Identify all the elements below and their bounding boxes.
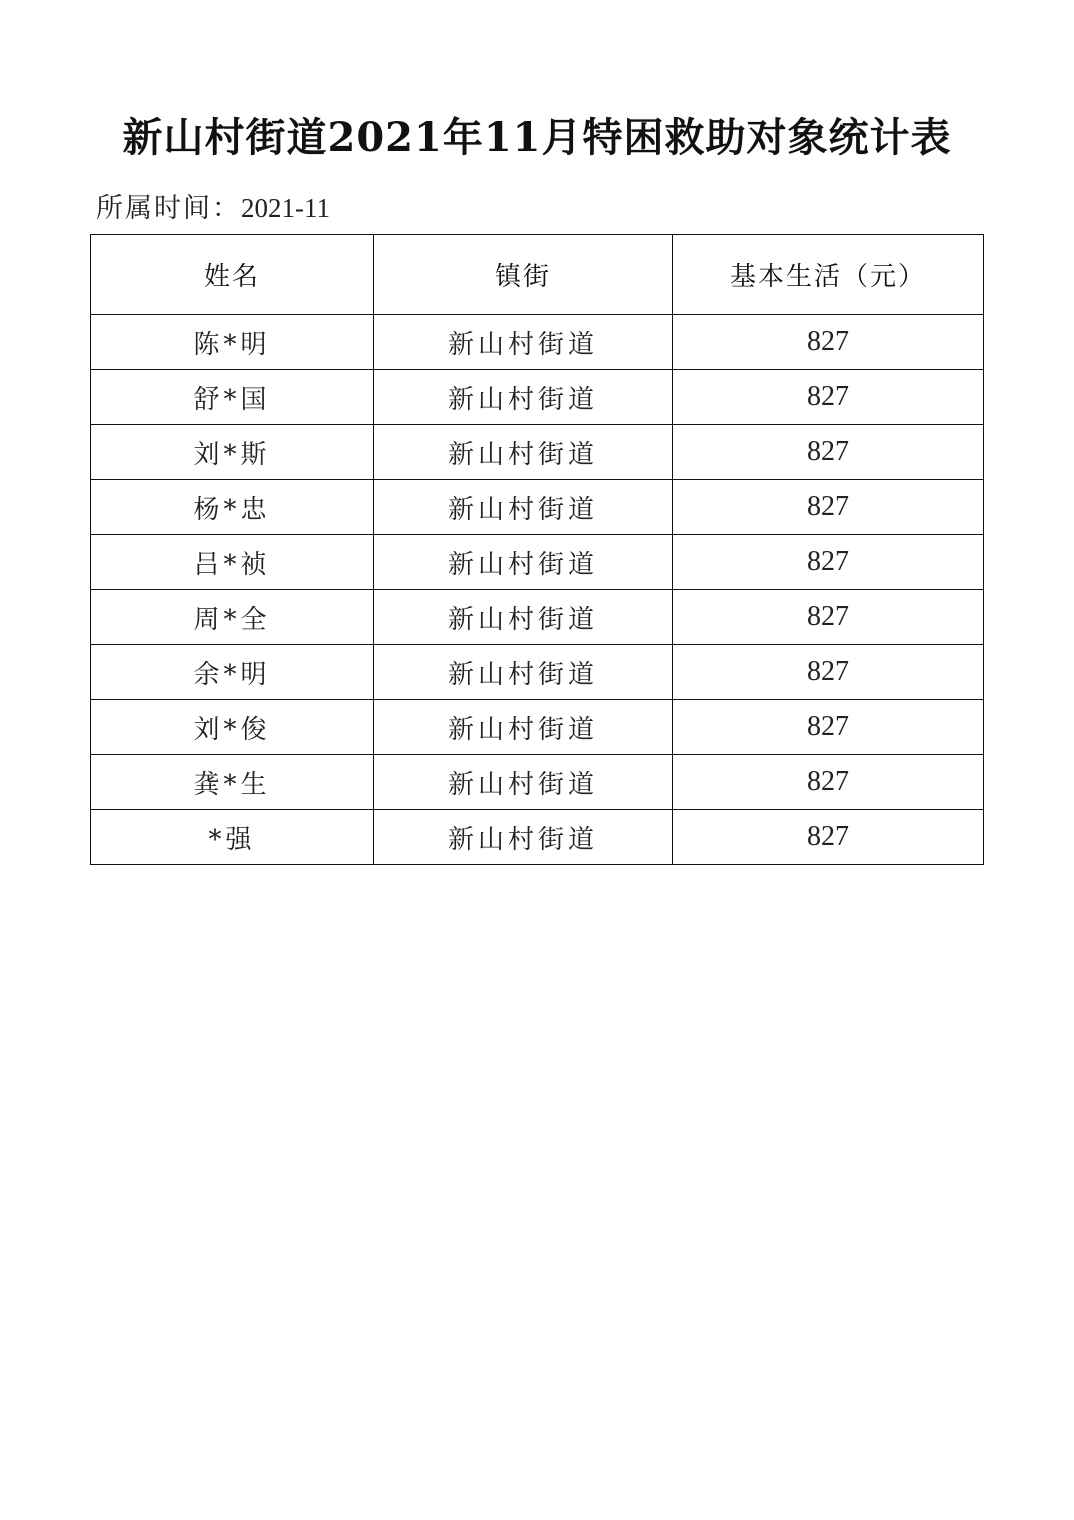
table-row <box>91 645 984 700</box>
cell-street: 新山村街道 <box>374 810 673 865</box>
cell-street: 新山村街道 <box>374 480 673 535</box>
table-row <box>91 535 984 590</box>
table-row <box>91 590 984 645</box>
cell-street: 新山村街道 <box>374 645 673 700</box>
reporting-period <box>96 188 330 229</box>
cell-street: 新山村街道 <box>374 370 673 425</box>
cell-name: 龚*生 <box>91 755 374 810</box>
cell-name: *强 <box>91 810 374 865</box>
table-row <box>91 370 984 425</box>
table-header-row <box>91 235 984 315</box>
cell-amount: 827 <box>673 755 984 810</box>
relief-recipients-table <box>90 234 984 865</box>
cell-amount: 827 <box>673 535 984 590</box>
column-header-street: 镇街 <box>374 235 673 315</box>
cell-amount: 827 <box>673 315 984 370</box>
cell-street: 新山村街道 <box>374 535 673 590</box>
cell-amount: 827 <box>673 480 984 535</box>
cell-amount: 827 <box>673 810 984 865</box>
cell-name: 舒*国 <box>91 370 374 425</box>
cell-name: 吕*祯 <box>91 535 374 590</box>
table-row <box>91 315 984 370</box>
cell-street: 新山村街道 <box>374 755 673 810</box>
cell-name: 刘*俊 <box>91 700 374 755</box>
column-header-basic-living: 基本生活（元） <box>673 235 984 315</box>
table-row <box>91 425 984 480</box>
cell-name: 余*明 <box>91 645 374 700</box>
cell-street: 新山村街道 <box>374 425 673 480</box>
cell-street: 新山村街道 <box>374 700 673 755</box>
cell-amount: 827 <box>673 370 984 425</box>
cell-name: 周*全 <box>91 590 374 645</box>
table-row <box>91 810 984 865</box>
reporting-period-label: 所属时间： <box>96 193 241 224</box>
table-row <box>91 755 984 810</box>
cell-name: 杨*忠 <box>91 480 374 535</box>
cell-amount: 827 <box>673 700 984 755</box>
table-row <box>91 480 984 535</box>
table-row <box>91 700 984 755</box>
cell-amount: 827 <box>673 645 984 700</box>
page-title: 新山村街道2021年11月特困救助对象统计表 <box>122 114 952 161</box>
cell-name: 刘*斯 <box>91 425 374 480</box>
cell-street: 新山村街道 <box>374 590 673 645</box>
cell-amount: 827 <box>673 590 984 645</box>
cell-amount: 827 <box>673 425 984 480</box>
column-header-name: 姓名 <box>91 235 374 315</box>
cell-name: 陈*明 <box>91 315 374 370</box>
reporting-period-value: 2021-11 <box>241 193 330 223</box>
cell-street: 新山村街道 <box>374 315 673 370</box>
